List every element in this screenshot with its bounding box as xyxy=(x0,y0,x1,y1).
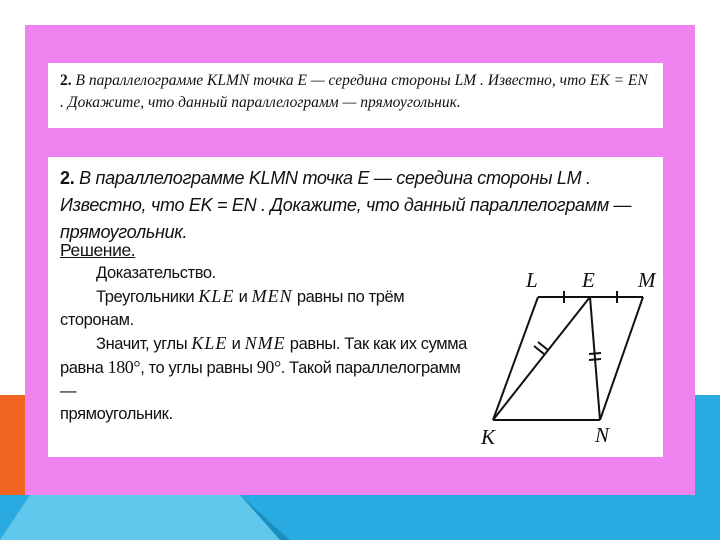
problem-number: 2. xyxy=(60,168,75,188)
text-fragment: Треугольники xyxy=(96,288,195,306)
solution-line: Доказательство. xyxy=(96,264,216,282)
right-angle-value: 90° xyxy=(256,357,281,377)
segment-ek xyxy=(493,297,590,420)
light-wedge xyxy=(0,495,280,540)
label-k: K xyxy=(481,425,496,449)
angle-name: KLE xyxy=(191,333,228,353)
tick-en-2 xyxy=(589,359,601,360)
angle-name: NME xyxy=(244,333,286,353)
solution-card xyxy=(48,157,663,457)
solution-line xyxy=(60,285,480,309)
text-fragment: равны. Так как их сумма xyxy=(289,335,467,353)
text-fragment: Значит, углы xyxy=(96,335,188,353)
problem-statement: В параллелограмме KLMN точка E — середина стороны LM . Известно, что EK = EN . Докажите, что данный параллелограмм — прямоугольник. xyxy=(60,168,632,242)
parallelogram-diagram xyxy=(478,262,658,452)
label-m: M xyxy=(638,268,656,292)
label-e: E xyxy=(582,268,595,292)
solution-line xyxy=(60,356,480,403)
solution-line xyxy=(60,332,480,356)
text-fragment: равны по трём xyxy=(296,288,405,306)
text-fragment: , то углы равны xyxy=(140,359,253,377)
problem-card-top xyxy=(48,63,663,128)
light-blue-shape xyxy=(695,395,720,540)
text-fragment: и xyxy=(231,335,241,353)
problem-text-top xyxy=(60,70,655,114)
text-fragment: равна xyxy=(60,359,104,377)
problem-statement: В параллелограмме KLMN точка E — середина стороны LM . Известно, что EK = EN . Докажите, что данный параллелограмм — прямоугольник. xyxy=(60,72,648,111)
tick-ek-2 xyxy=(538,342,548,350)
solution-line: прямоугольник. xyxy=(60,405,173,423)
text-fragment: . Такой параллелограмм — xyxy=(60,359,461,400)
tick-ek-1 xyxy=(534,346,544,354)
solution-text xyxy=(60,239,480,426)
solution-heading: Решение. xyxy=(60,240,136,260)
triangle-name: KLE xyxy=(198,286,235,306)
side-kl xyxy=(493,297,538,420)
text-fragment: и xyxy=(238,288,248,306)
label-n: N xyxy=(595,423,610,447)
problem-number: 2. xyxy=(60,72,72,89)
solution-line: сторонам. xyxy=(60,311,134,329)
side-mn xyxy=(600,297,643,420)
tick-en-1 xyxy=(589,353,601,354)
label-l: L xyxy=(526,268,538,292)
problem-text-main xyxy=(60,165,655,246)
angle-sum-value: 180° xyxy=(107,357,141,377)
triangle-name: MEN xyxy=(251,286,293,306)
